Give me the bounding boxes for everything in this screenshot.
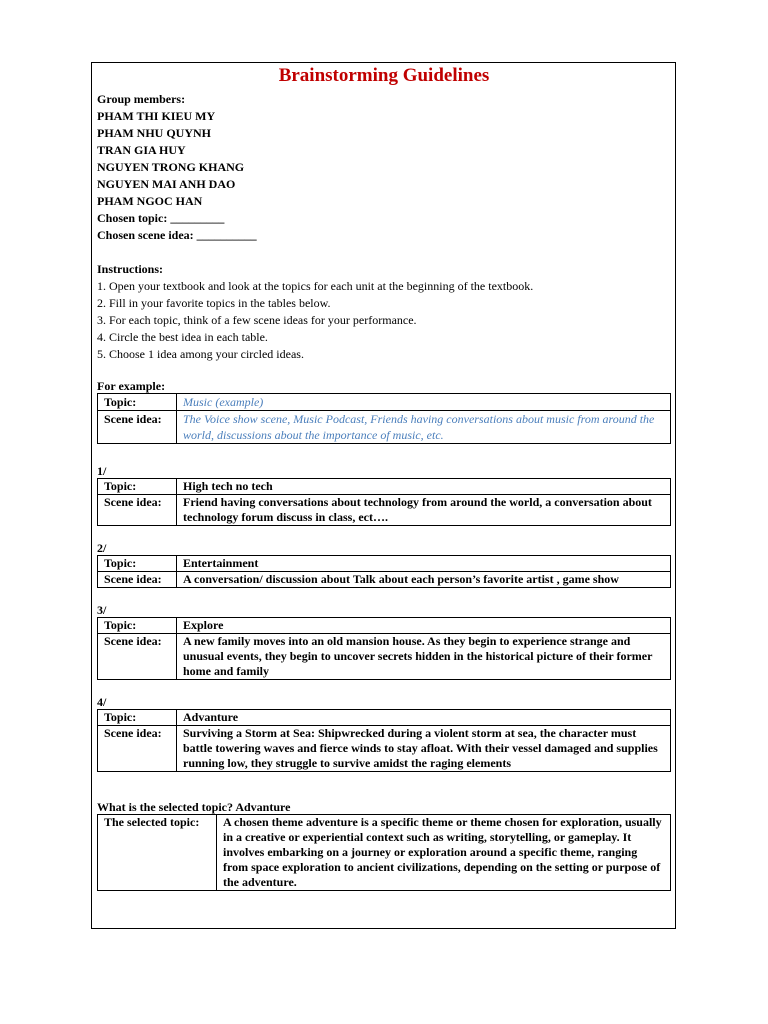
chosen-scene-line: Chosen scene idea: __________	[97, 228, 257, 242]
example-label: For example:	[97, 379, 166, 393]
table-row	[98, 479, 671, 495]
selected-topic-key: The selected topic:	[98, 815, 217, 891]
scene-value: Surviving a Storm at Sea: Shipwrecked during a violent storm at sea, the character must battle towering waves and fierce winds to stay afloat. With their vessel damaged and supplies running low, they struggle to survive amidst the raging elements	[177, 726, 671, 772]
selected-topic-value: A chosen theme adventure is a specific theme or theme chosen for exploration, usually in a creative or experiential context such as writing, storytelling, or gameplay. It involves embarking on a journey or exploration around a specific theme, ranging from space exploration to ancient civilizations, depending on the setting or purpose of the adventure.	[217, 815, 671, 891]
member-name: NGUYEN MAI ANH DAO	[97, 177, 236, 191]
selected-topic-question: What is the selected topic? Advanture	[97, 800, 291, 814]
scene-key: Scene idea:	[98, 726, 177, 772]
table-row	[98, 411, 671, 444]
table-row	[98, 572, 671, 588]
instruction-item: 3. For each topic, think of a few scene ideas for your performance.	[97, 313, 417, 327]
document-body	[97, 91, 672, 891]
table-row	[98, 394, 671, 411]
instruction-item: 2. Fill in your favorite topics in the tables below.	[97, 296, 331, 310]
selected-topic-table	[97, 814, 671, 891]
topic-value: Entertainment	[177, 556, 671, 572]
topic-table-1	[97, 478, 671, 526]
instruction-item: 5. Choose 1 idea among your circled ideas.	[97, 347, 304, 361]
table-row	[98, 556, 671, 572]
table-row	[98, 618, 671, 634]
scene-value: Friend having conversations about technology from around the world, a conversation about technology forum discuss in class, ect….	[177, 495, 671, 526]
table-row	[98, 726, 671, 772]
instruction-item: 1. Open your textbook and look at the topics for each unit at the beginning of the textbook.	[97, 279, 534, 293]
topic-table-3	[97, 617, 671, 680]
topic-key: Topic:	[98, 479, 177, 495]
scene-key: Scene idea:	[98, 495, 177, 526]
member-name: TRAN GIA HUY	[97, 143, 186, 157]
chosen-topic-line: Chosen topic: _________	[97, 211, 225, 225]
topic-value: Advanture	[177, 710, 671, 726]
table-number: 2/	[97, 541, 107, 555]
table-row	[98, 634, 671, 680]
scene-value: The Voice show scene, Music Podcast, Friends having conversations about music from around the world, discussions about the importance of music, etc.	[177, 411, 671, 444]
topic-value: High tech no tech	[177, 479, 671, 495]
table-row	[98, 710, 671, 726]
member-name: PHAM NGOC HAN	[97, 194, 203, 208]
topic-key: Topic:	[98, 618, 177, 634]
table-number: 1/	[97, 464, 107, 478]
table-number: 4/	[97, 695, 107, 709]
member-name: PHAM NHU QUYNH	[97, 126, 211, 140]
table-row	[98, 495, 671, 526]
example-table	[97, 393, 671, 444]
topic-table-4	[97, 709, 671, 772]
member-name: NGUYEN TRONG KHANG	[97, 160, 245, 174]
topic-key: Topic:	[98, 556, 177, 572]
topic-value: Music (example)	[177, 394, 671, 411]
table-number: 3/	[97, 603, 107, 617]
table-row	[98, 815, 671, 891]
instruction-item: 4. Circle the best idea in each table.	[97, 330, 268, 344]
scene-key: Scene idea:	[98, 634, 177, 680]
topic-value: Explore	[177, 618, 671, 634]
topic-key: Topic:	[98, 394, 177, 411]
scene-key: Scene idea:	[98, 411, 177, 444]
topic-key: Topic:	[98, 710, 177, 726]
topic-table-2	[97, 555, 671, 588]
instructions-label: Instructions:	[97, 262, 164, 276]
scene-value: A new family moves into an old mansion house. As they begin to experience strange and unusual events, they begin to uncover secrets hidden in the historical picture of their former home and family	[177, 634, 671, 680]
page-title: Brainstorming Guidelines	[278, 65, 490, 86]
member-name: PHAM THI KIEU MY	[97, 109, 216, 123]
scene-value: A conversation/ discussion about Talk about each person’s favorite artist , game show	[177, 572, 671, 588]
group-members-label: Group members:	[97, 92, 186, 106]
scene-key: Scene idea:	[98, 572, 177, 588]
